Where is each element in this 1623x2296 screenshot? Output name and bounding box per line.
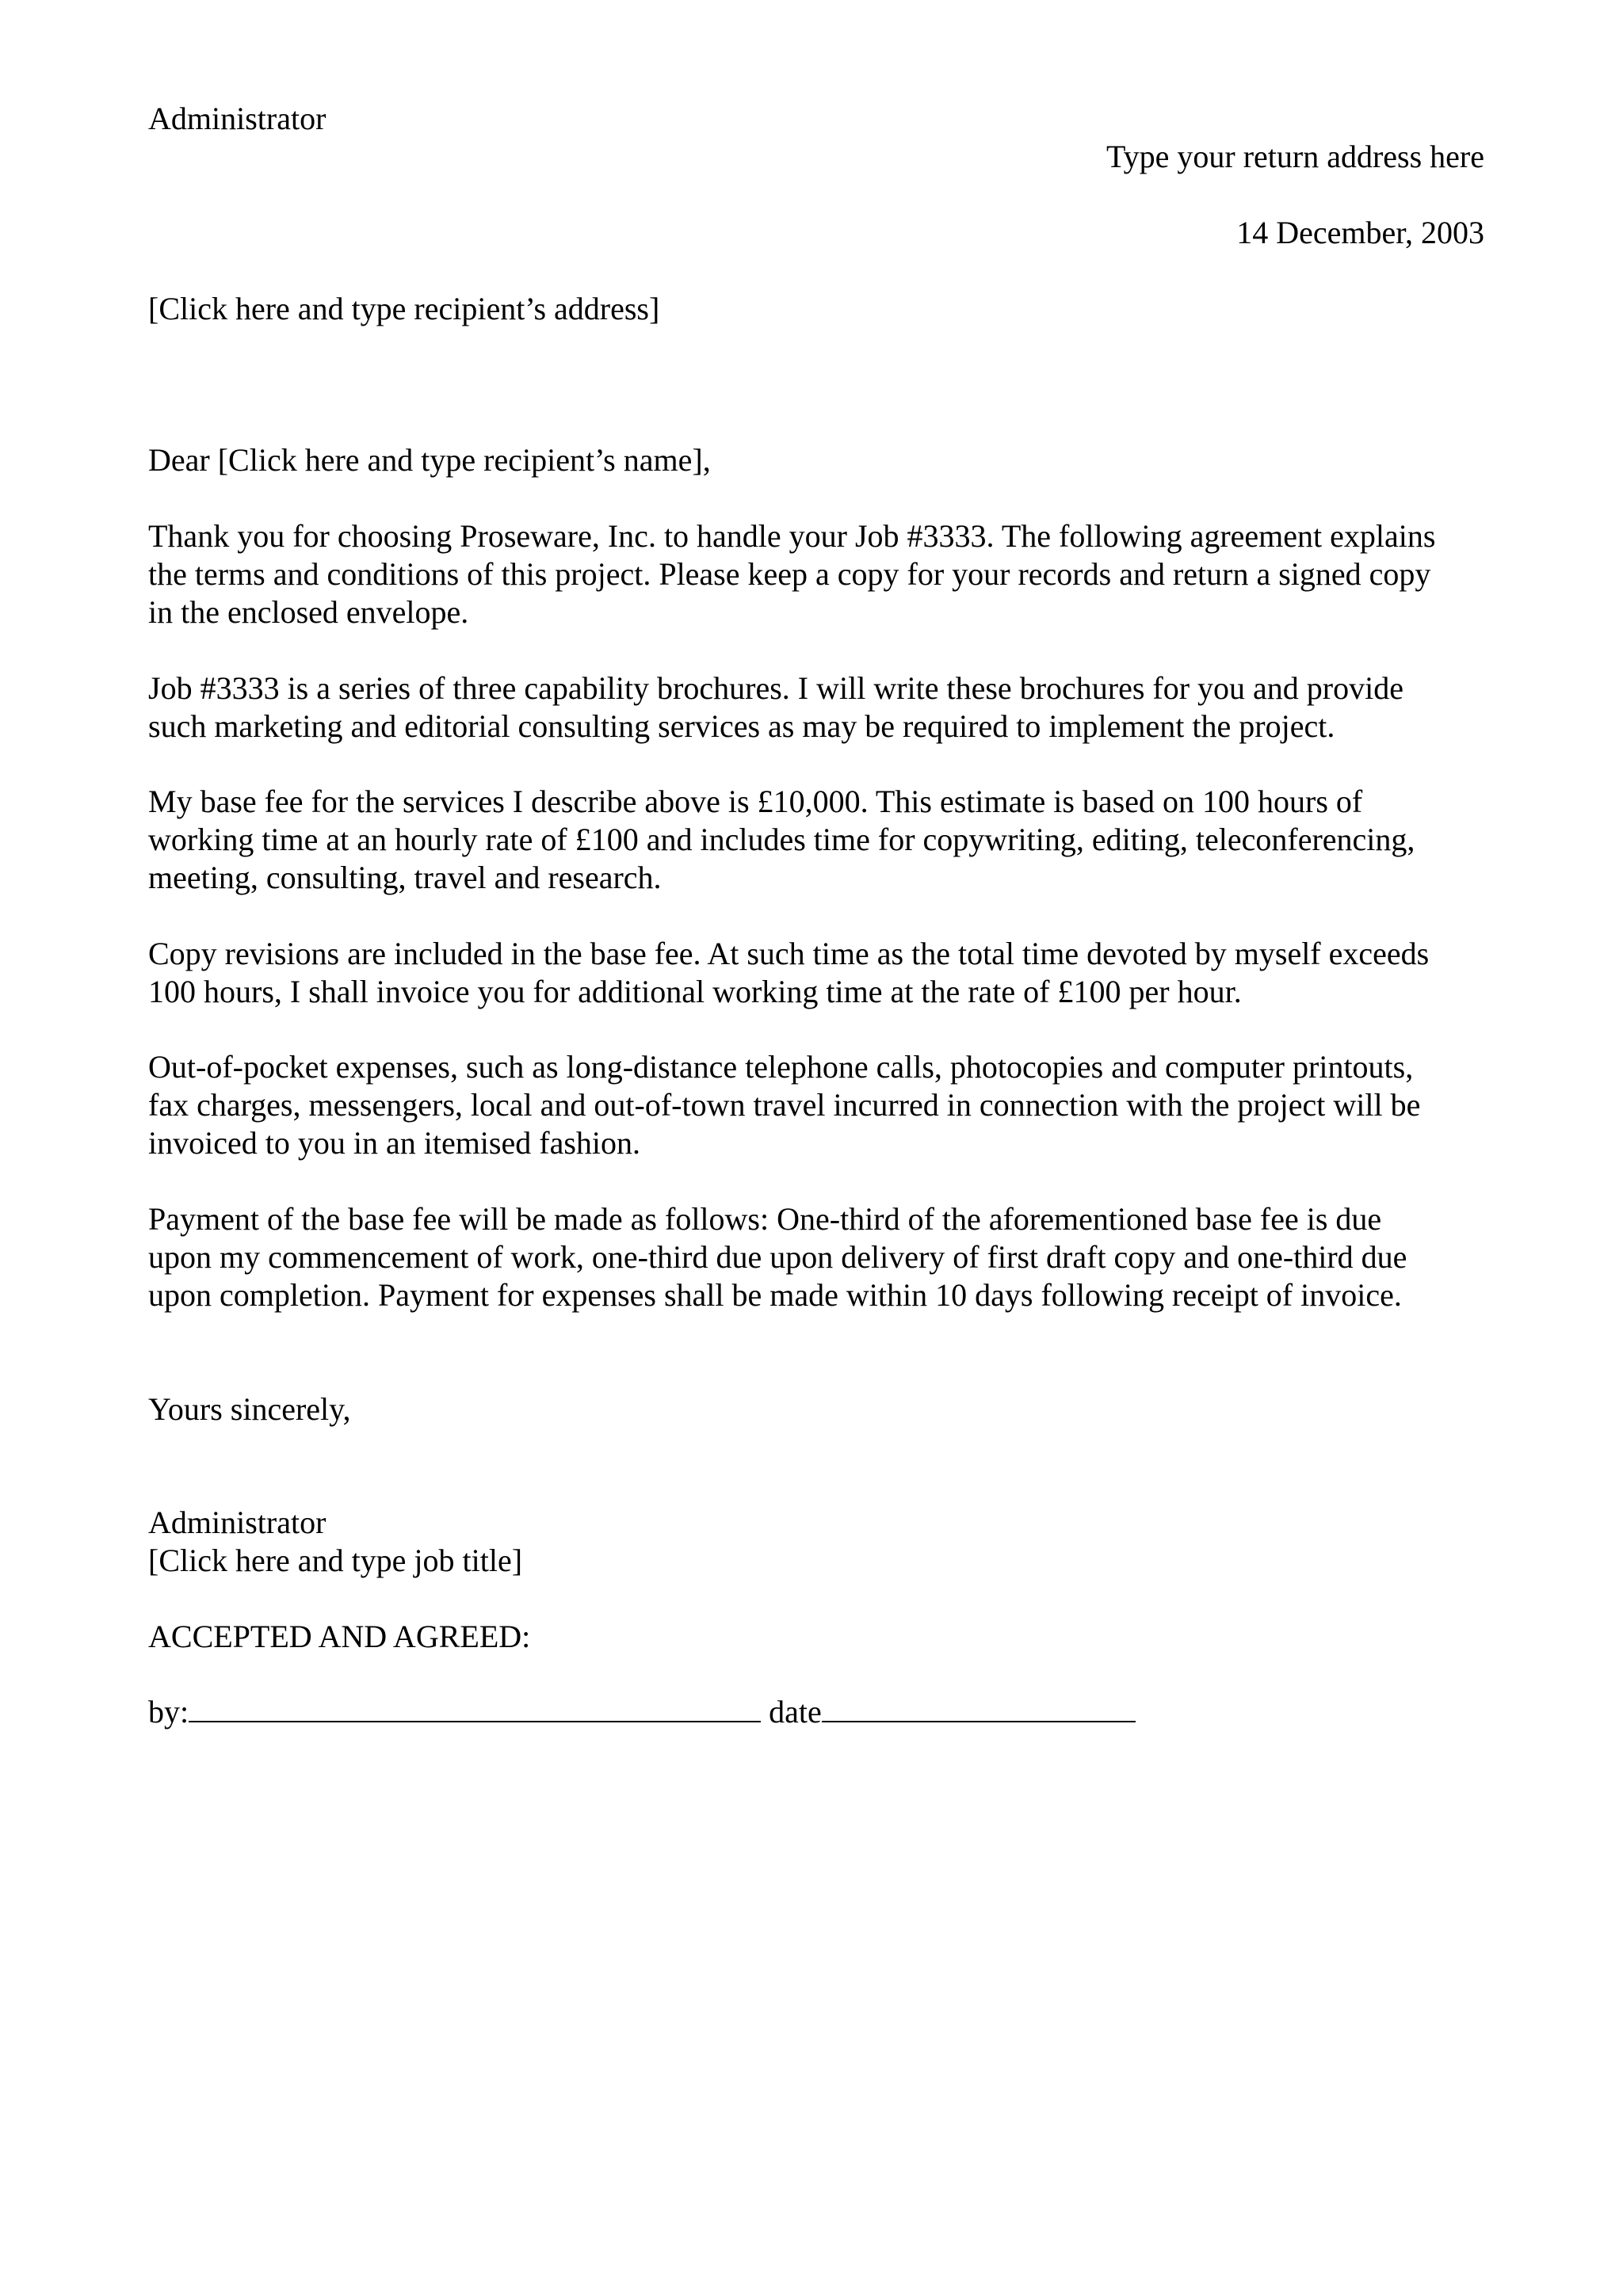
date-signature-line[interactable] <box>822 1689 1136 1722</box>
paragraph-line: Out-of-pocket expenses, such as long-distance telephone calls, photocopies and computer printouts, <box>148 1049 1414 1085</box>
paragraph-intro <box>148 517 1487 631</box>
job-title-placeholder[interactable]: [Click here and type job title] <box>148 1543 523 1578</box>
paragraph-line: such marketing and editorial consulting services as may be required to implement the project. <box>148 708 1335 744</box>
paragraph-line: working time at an hourly rate of £100 and includes time for copywriting, editing, teleconferencing, <box>148 822 1415 857</box>
paragraph-line: Payment of the base fee will be made as follows: One-third of the aforementioned base fee is due <box>148 1201 1382 1237</box>
by-signature-line[interactable] <box>189 1689 761 1722</box>
signature-name: Administrator <box>148 1505 327 1540</box>
paragraph-expenses <box>148 1048 1487 1162</box>
paragraph-line: in the enclosed envelope. <box>148 594 469 630</box>
paragraph-line: Thank you for choosing Proseware, Inc. to handle your Job #3333. The following agreement explains <box>148 518 1436 554</box>
return-address-placeholder[interactable]: Type your return address here <box>1106 139 1484 174</box>
paragraph-line: the terms and conditions of this project. Please keep a copy for your records and return a signed copy <box>148 556 1431 592</box>
paragraph-line: My base fee for the services I describe above is £10,000. This estimate is based on 100 hours of <box>148 784 1363 819</box>
by-label: by: <box>148 1694 189 1730</box>
closing: Yours sincerely, <box>148 1391 351 1427</box>
accepted-label: ACCEPTED AND AGREED: <box>148 1619 531 1654</box>
paragraph-line: upon my commencement of work, one-third due upon delivery of first draft copy and one-third due <box>148 1239 1407 1275</box>
salutation: Dear [Click here and type recipient’s name], <box>148 442 711 478</box>
paragraph-revisions <box>148 935 1487 1011</box>
signature-row <box>148 1689 1136 1731</box>
letter-date: 14 December, 2003 <box>1236 215 1484 250</box>
paragraph-line: 100 hours, I shall invoice you for additional working time at the rate of £100 per hour. <box>148 974 1242 1009</box>
paragraph-line: meeting, consulting, travel and research. <box>148 860 662 895</box>
paragraph-fee <box>148 783 1487 897</box>
paragraph-line: Copy revisions are included in the base fee. At such time as the total time devoted by myself exceeds <box>148 936 1430 971</box>
recipient-address-placeholder[interactable]: [Click here and type recipient’s address] <box>148 291 660 326</box>
sender-name: Administrator <box>148 101 327 136</box>
paragraph-line: Job #3333 is a series of three capability brochures. I will write these brochures for you and provide <box>148 670 1403 706</box>
date-label: date <box>769 1694 822 1730</box>
paragraph-payment <box>148 1200 1487 1314</box>
paragraph-line: upon completion. Payment for expenses shall be made within 10 days following receipt of invoice. <box>148 1277 1402 1313</box>
paragraph-line: fax charges, messengers, local and out-of-town travel incurred in connection with the project will be <box>148 1087 1421 1123</box>
paragraph-scope <box>148 669 1487 746</box>
paragraph-line: invoiced to you in an itemised fashion. <box>148 1125 640 1161</box>
